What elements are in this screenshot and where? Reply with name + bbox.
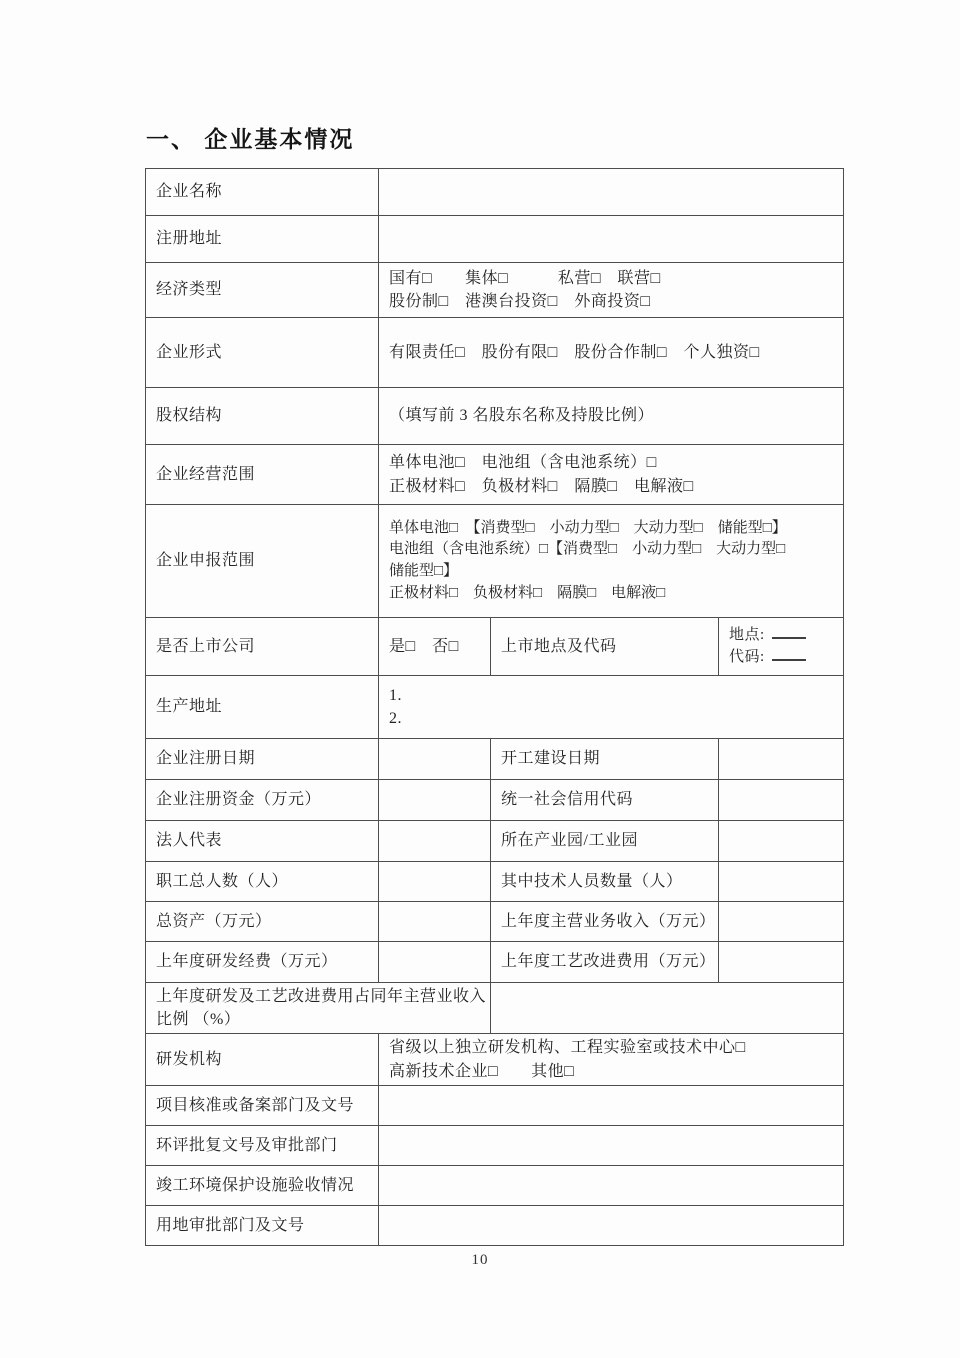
checkbox-options-line: 高新技术企业□ 其他□ bbox=[389, 1062, 575, 1080]
checkbox-options-line: 电池组（含电池系统）□【消费型□ 小动力型□ 大动力型□ bbox=[389, 541, 786, 558]
table-row bbox=[146, 780, 844, 821]
table-row bbox=[146, 676, 844, 739]
field-label-listed-company: 是否上市公司 bbox=[146, 618, 379, 676]
table-row bbox=[146, 318, 844, 388]
field-label-total-employees: 职工总人数（人） bbox=[146, 862, 379, 902]
checkbox-options-line: 单体电池□ 【消费型□ 小动力型□ 大动力型□ 储能型□】 bbox=[389, 519, 787, 536]
field-value-economic-type bbox=[379, 263, 844, 318]
table-row bbox=[146, 1034, 844, 1085]
field-label-eia-approval: 环评批复文号及审批部门 bbox=[146, 1125, 379, 1165]
field-label-declaration-scope: 企业申报范围 bbox=[146, 505, 379, 618]
field-value-rd-ratio bbox=[491, 983, 844, 1034]
field-label-legal-representative: 法人代表 bbox=[146, 821, 379, 862]
enterprise-info-table bbox=[145, 168, 844, 1246]
field-value-registered-capital bbox=[379, 780, 491, 821]
table-row bbox=[146, 739, 844, 780]
checkbox-options-line: 有限责任□ 股份有限□ 股份合作制□ 个人独资□ bbox=[389, 343, 760, 361]
field-label-construction-start-date: 开工建设日期 bbox=[491, 739, 719, 780]
table-row bbox=[146, 862, 844, 902]
table-row bbox=[146, 942, 844, 983]
checkbox-options-line: 股份制□ 港澳台投资□ 外商投资□ bbox=[389, 293, 651, 310]
table-row bbox=[146, 388, 844, 445]
table-row bbox=[146, 1165, 844, 1205]
field-label-enterprise-form: 企业形式 bbox=[146, 318, 379, 388]
field-label-credit-code: 统一社会信用代码 bbox=[491, 780, 719, 821]
list-item-number: 1. bbox=[389, 686, 402, 704]
field-value-main-revenue bbox=[719, 902, 844, 942]
field-value-declaration-scope bbox=[379, 505, 844, 618]
field-value-listing-place-code bbox=[719, 618, 844, 676]
field-value-company-name bbox=[379, 169, 844, 216]
field-label-land-approval: 用地审批部门及文号 bbox=[146, 1205, 379, 1245]
checkbox-options-line: 储能型□】 bbox=[389, 563, 459, 579]
field-value-listed-yesno bbox=[379, 618, 491, 676]
field-label-registration-date: 企业注册日期 bbox=[146, 739, 379, 780]
field-value-land-approval bbox=[379, 1205, 844, 1245]
place-label: 地点: bbox=[729, 626, 765, 643]
field-label-registered-capital: 企业注册资金（万元） bbox=[146, 780, 379, 821]
checkbox-options-line: 单体电池□ 电池组（含电池系统）□ bbox=[389, 454, 657, 472]
checkbox-options-line: 省级以上独立研发机构、工程实验室或技术中心□ bbox=[389, 1039, 746, 1057]
blank-line bbox=[772, 626, 806, 639]
blank-field-code bbox=[729, 647, 839, 669]
table-row bbox=[146, 263, 844, 318]
field-label-company-name: 企业名称 bbox=[146, 169, 379, 216]
field-label-equity-structure: 股权结构 bbox=[146, 388, 379, 445]
table-row bbox=[146, 169, 844, 216]
field-value-production-address bbox=[379, 676, 844, 739]
field-value-registration-date bbox=[379, 739, 491, 780]
field-label-main-revenue: 上年度主营业务收入（万元） bbox=[491, 902, 719, 942]
checkbox-options-line: 正极材料□ 负极材料□ 隔膜□ 电解液□ bbox=[389, 477, 694, 495]
field-label-production-address: 生产地址 bbox=[146, 676, 379, 739]
field-label-environmental-acceptance: 竣工环境保护设施验收情况 bbox=[146, 1165, 379, 1205]
code-label: 代码: bbox=[729, 648, 765, 665]
page-number: 10 bbox=[471, 1252, 489, 1268]
hint-text: （填写前 3 名股东名称及持股比例） bbox=[389, 407, 655, 425]
field-value-environmental-acceptance bbox=[379, 1165, 844, 1205]
field-value-legal-representative bbox=[379, 821, 491, 862]
field-value-enterprise-form bbox=[379, 318, 844, 388]
field-label-project-approval: 项目核准或备案部门及文号 bbox=[146, 1085, 379, 1125]
field-value-project-approval bbox=[379, 1085, 844, 1125]
field-value-registered-address bbox=[379, 216, 844, 263]
field-label-listing-place-code: 上市地点及代码 bbox=[491, 618, 719, 676]
field-value-equity-structure bbox=[379, 388, 844, 445]
field-label-technical-staff: 其中技术人员数量（人） bbox=[491, 862, 719, 902]
table-row bbox=[146, 983, 844, 1034]
list-item-number: 2. bbox=[389, 710, 402, 727]
table-row bbox=[146, 216, 844, 263]
field-value-rd-institution bbox=[379, 1034, 844, 1085]
table-row bbox=[146, 821, 844, 862]
blank-line bbox=[772, 648, 806, 661]
table-row bbox=[146, 505, 844, 618]
field-label-economic-type: 经济类型 bbox=[146, 263, 379, 318]
field-value-rd-expense bbox=[379, 942, 491, 983]
field-label-process-improvement-expense: 上年度工艺改进费用（万元） bbox=[491, 942, 719, 983]
section-title: 一、 企业基本情况 bbox=[146, 126, 355, 152]
field-label-rd-ratio: 上年度研发及工艺改进费用占同年主营业收入比例 （%） bbox=[146, 983, 491, 1034]
field-label-business-scope: 企业经营范围 bbox=[146, 445, 379, 505]
field-value-eia-approval bbox=[379, 1125, 844, 1165]
table-row bbox=[146, 1205, 844, 1245]
table-row bbox=[146, 902, 844, 942]
table-row bbox=[146, 1085, 844, 1125]
field-value-total-employees bbox=[379, 862, 491, 902]
field-label-rd-institution: 研发机构 bbox=[146, 1034, 379, 1085]
field-value-total-assets bbox=[379, 902, 491, 942]
field-label-total-assets: 总资产（万元） bbox=[146, 902, 379, 942]
table-row bbox=[146, 1125, 844, 1165]
field-value-industrial-park bbox=[719, 821, 844, 862]
table-row bbox=[146, 445, 844, 505]
checkbox-options-line: 国有□ 集体□ 私营□ 联营□ bbox=[389, 269, 661, 287]
field-value-credit-code bbox=[719, 780, 844, 821]
field-label-registered-address: 注册地址 bbox=[146, 216, 379, 263]
field-label-rd-expense: 上年度研发经费（万元） bbox=[146, 942, 379, 983]
field-value-technical-staff bbox=[719, 862, 844, 902]
field-value-business-scope bbox=[379, 445, 844, 505]
checkbox-options-line: 正极材料□ 负极材料□ 隔膜□ 电解液□ bbox=[389, 584, 666, 601]
field-label-industrial-park: 所在产业园/工业园 bbox=[491, 821, 719, 862]
field-value-process-improvement-expense bbox=[719, 942, 844, 983]
table-row bbox=[146, 618, 844, 676]
field-value-construction-start-date bbox=[719, 739, 844, 780]
checkbox-options-line: 是□ 否□ bbox=[389, 637, 459, 655]
blank-field-place bbox=[729, 625, 839, 647]
